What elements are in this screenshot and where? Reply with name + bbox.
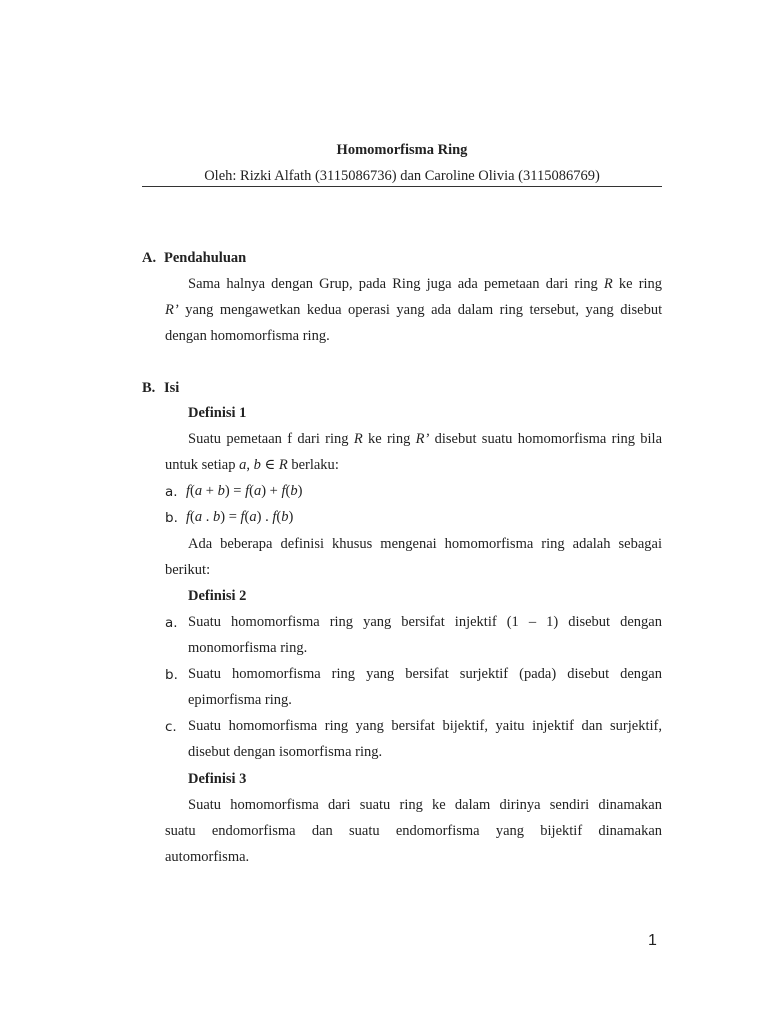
def1-item-a-marker: a. [165, 484, 178, 500]
definition-1-title: Definisi 1 [188, 405, 247, 421]
definition-3-line-2: suatu endomorfisma dan suatu endomorfisma yang bijektif dinamakan [165, 823, 662, 839]
document-authors: Oleh: Rizki Alfath (3115086736) dan Caroline Olivia (3115086769) [204, 168, 600, 184]
def2-item-b-marker: b. [165, 667, 178, 683]
section-a-title: Pendahuluan [164, 250, 247, 266]
definition-3-title: Definisi 3 [188, 771, 247, 787]
def2-item-a-line-1: Suatu homomorfisma ring yang bersifat injektif (1 – 1) disebut dengan [188, 614, 662, 630]
def1-item-a-formula: f(a + b) = f(a) + f(b) [186, 483, 303, 499]
def1-item-b-marker: b. [165, 510, 178, 526]
section-b-heading [142, 380, 179, 397]
def1-item-b-formula: f(a . b) = f(a) . f(b) [186, 509, 294, 525]
def2-item-b-line-2: epimorfisma ring. [188, 692, 292, 708]
definition-3-line-3: automorfisma. [165, 849, 250, 865]
definition-2-title: Definisi 2 [188, 588, 247, 604]
section-a-para-line-3: dengan homomorfisma ring. [165, 328, 330, 344]
document-title: Homomorfisma Ring [336, 142, 468, 158]
definition-3-line-1: Suatu homomorfisma dari suatu ring ke dalam dirinya sendiri dinamakan [188, 797, 662, 813]
def2-item-b-line-1: Suatu homomorfisma ring yang bersifat surjektif (pada) disebut dengan [188, 666, 662, 682]
section-b-marker: B. [142, 380, 156, 396]
section-a-marker: A. [142, 250, 157, 266]
intro-paragraph-line-2: berikut: [165, 562, 211, 578]
section-a-heading [142, 250, 246, 267]
def2-item-c-line-1: Suatu homomorfisma ring yang bersifat bijektif, yaitu injektif dan surjektif, [188, 718, 662, 734]
title-divider [142, 186, 662, 187]
def2-item-a-marker: a. [165, 615, 178, 631]
def2-item-c-marker: c. [165, 719, 177, 735]
section-a-para-line-1: Sama halnya dengan Grup, pada Ring juga ada pemetaan dari ring R ke ring [188, 276, 663, 292]
definition-1-line-2: untuk setiap a, b ∈ R berlaku: [165, 457, 339, 473]
page-number: 1 [648, 932, 657, 949]
def2-item-c-line-2: disebut dengan isomorfisma ring. [188, 744, 383, 760]
intro-paragraph-line-1: Ada beberapa definisi khusus mengenai homomorfisma ring adalah sebagai [188, 536, 662, 552]
section-b-title: Isi [164, 380, 180, 396]
definition-1-line-1: Suatu pemetaan f dari ring R ke ring R’ disebut suatu homomorfisma ring bila [188, 431, 663, 447]
section-a-para-line-2: R’ yang mengawetkan kedua operasi yang ada dalam ring tersebut, yang disebut [165, 302, 663, 318]
def2-item-a-line-2: monomorfisma ring. [188, 640, 308, 656]
